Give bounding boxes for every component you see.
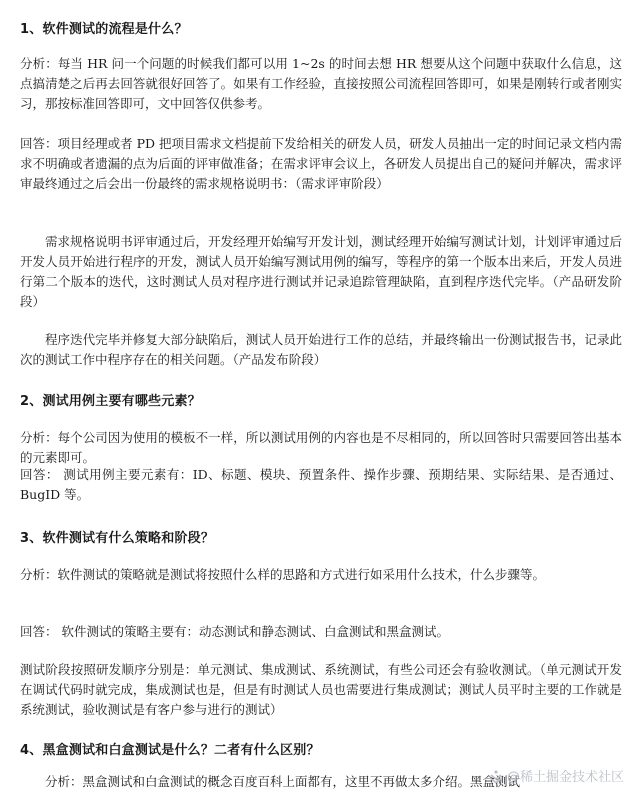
section-4-analysis: 分析：黑盒测试和白盒测试的概念百度百科上面都有，这里不再做太多介绍。黑盒测试: [45, 774, 521, 789]
section-1-release-stage: 程序迭代完毕并修复大部分缺陷后，测试人员开始进行工作的总结，并最终输出一份测试报告书，记录此次的测试工作中程序存在的相关问题。（产品发布阶段）: [20, 332, 622, 367]
watermark-text: @稀土掘金技术社区: [506, 770, 624, 785]
section-2-analysis: 分析：每个公司因为使用的模板不一样，所以测试用例的内容也是不尽相同的，所以回答时只需要回答出基本的元素即可。: [20, 430, 622, 465]
section-2-heading: 2、测试用例主要有哪些元素？: [20, 394, 201, 409]
section-1-analysis: 分析：每当 HR 问一个问题的时候我们都可以用 1~2s 的时间去想 HR 想要从这个问题中获取什么信息，这点搞清楚之后再去回答就很好回答了。如果有工作经验，直接按照公司流程回答即可，如果是刚转行或者刚实习，那按标准回答即可，文中回答仅供参考。: [20, 56, 622, 111]
section-3-answer: 回答： 软件测试的策略主要有：动态测试和静态测试、白盒测试和黑盒测试。: [20, 624, 449, 639]
section-1-answer: 回答：项目经理或者 PD 把项目需求文档提前下发给相关的研发人员，研发人员抽出一定的时间记录文档内需求不明确或者遗漏的点为后面的评审做准备；在需求评审会议上，各研发人员提出自己的疑问并解决，需求评审最终通过之后会出一份最终的需求规格说明书：（需求评审阶段）: [20, 136, 622, 191]
juejin-logo-icon: [489, 769, 503, 783]
section-1-dev-stage: 需求规格说明书评审通过后，开发经理开始编写开发计划，测试经理开始编写测试计划，计划评审通过后开发人员开始进行程序的开发，测试人员开始编写测试用例的编写，等程序的第一个版本出来后，开发人员进行第二个版本的迭代，这时测试人员对程序进行测试并记录追踪管理缺陷，直到程序迭代完毕。（产品研发阶段）: [20, 234, 622, 309]
section-3-stages: 测试阶段按照研发顺序分别是：单元测试、集成测试、系统测试，有些公司还会有验收测试。（单元测试开发在调试代码时就完成，集成测试也是，但是有时测试人员也需要进行集成测试；测试人员平时主要的工作就是系统测试，验收测试是有客户参与进行的测试）: [20, 662, 622, 717]
section-3-heading: 3、软件测试有什么策略和阶段？: [20, 531, 215, 546]
watermark: [489, 766, 624, 785]
section-3-analysis: 分析：软件测试的策略就是测试将按照什么样的思路和方式进行如采用什么技术，什么步骤等。: [20, 567, 546, 582]
section-4-heading: 4、黑盒测试和白盒测试是什么？二者有什么区别？: [20, 743, 320, 758]
section-1-heading: 1、软件测试的流程是什么？: [20, 22, 188, 37]
section-2-answer: 回答： 测试用例主要元素有：ID、标题、模块、预置条件、操作步骤、预期结果、实际结果、是否通过、BugID 等。: [20, 467, 622, 502]
